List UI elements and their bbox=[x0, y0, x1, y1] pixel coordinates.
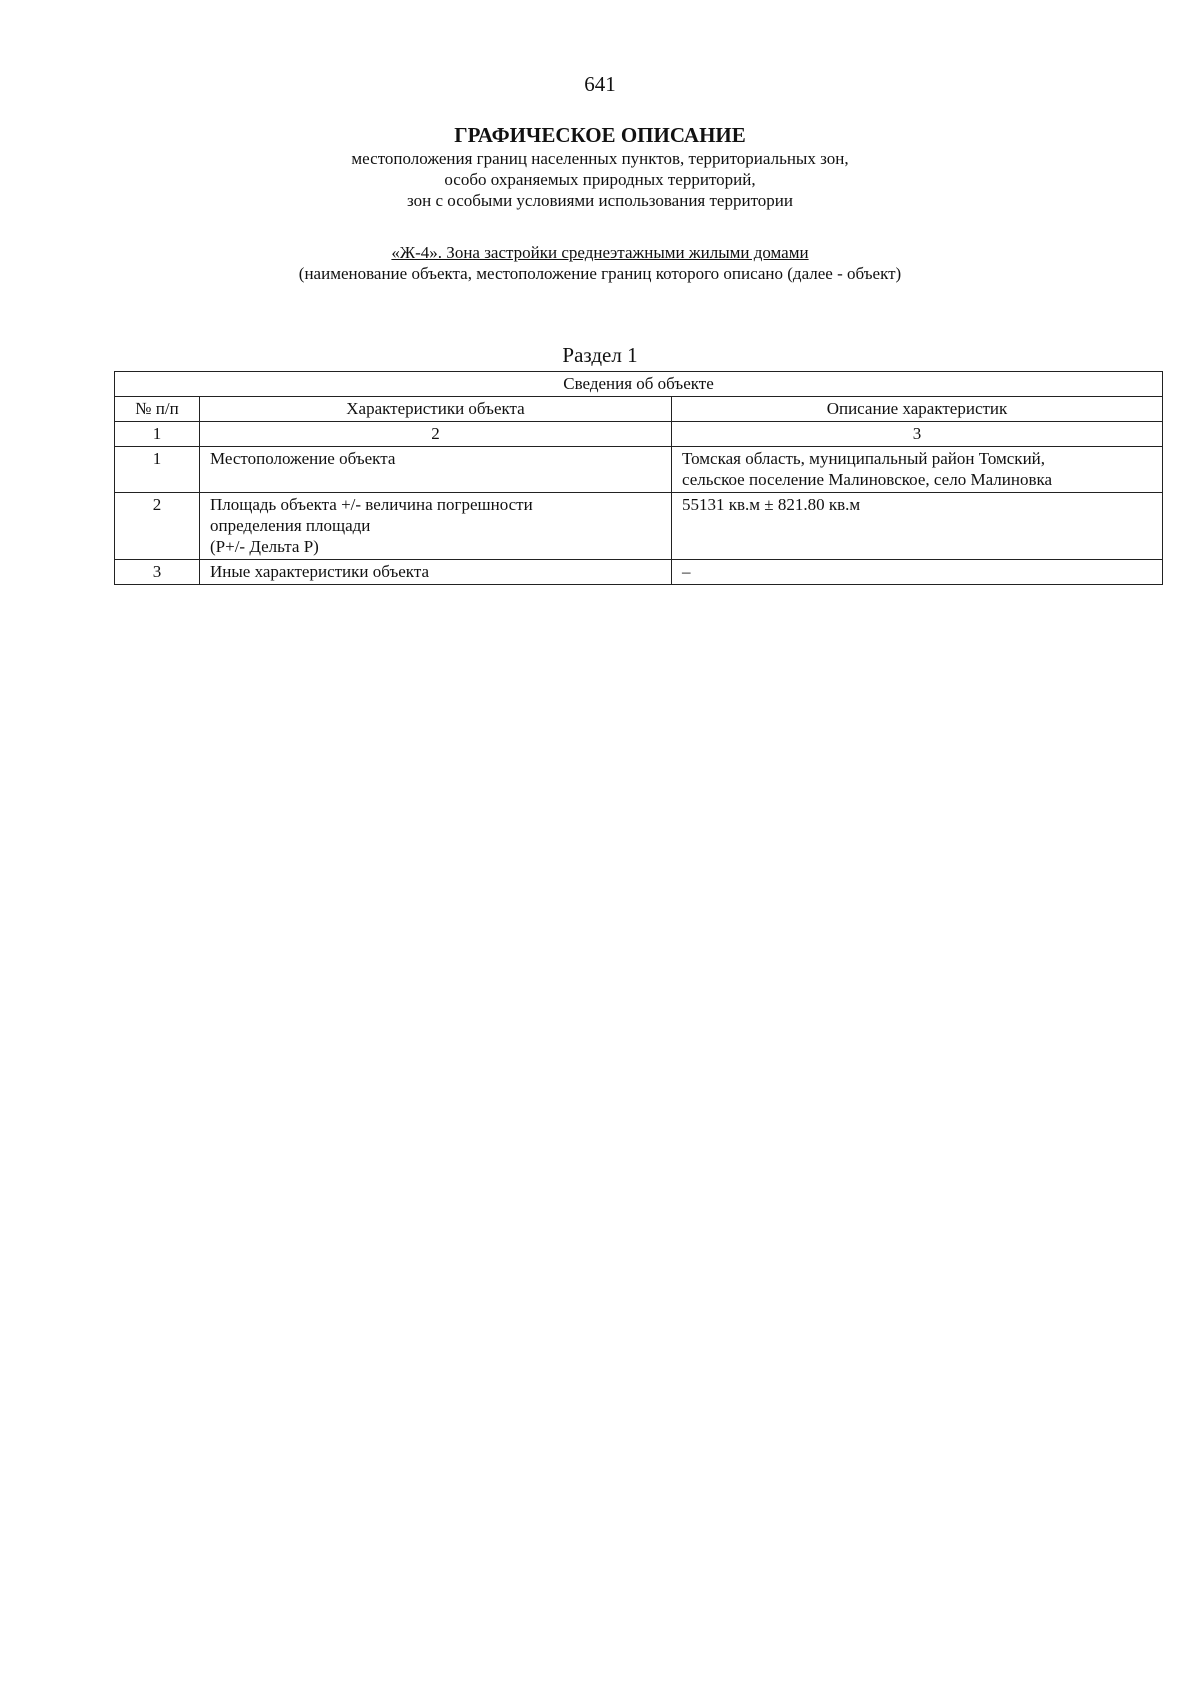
table-caption: Сведения об объекте bbox=[115, 372, 1163, 397]
object-caption: (наименование объекта, местоположение границ которого описано (далее - объект) bbox=[298, 264, 902, 283]
subtitle-line-1: местоположения границ населенных пунктов, территориальных зон, bbox=[351, 149, 849, 168]
row-num: 3 bbox=[115, 560, 200, 585]
page-number: 641 bbox=[584, 72, 616, 96]
table-row bbox=[115, 493, 1163, 560]
subtitle-line-3: зон с особыми условиями использования территории bbox=[407, 191, 793, 210]
row-description: 55131 кв.м ± 821.80 кв.м bbox=[672, 493, 1163, 560]
document-title: ГРАФИЧЕСКОЕ ОПИСАНИЕ bbox=[454, 123, 746, 147]
row-characteristic: Местоположение объекта bbox=[200, 447, 672, 493]
row-description: – bbox=[672, 560, 1163, 585]
table-row bbox=[115, 560, 1163, 585]
object-info-table bbox=[114, 371, 1163, 585]
column-number-1: 1 bbox=[115, 422, 200, 447]
object-block bbox=[0, 242, 1200, 284]
document-header bbox=[0, 122, 1200, 211]
row-characteristic: Площадь объекта +/- величина погрешности определения площади (Р+/- Дельта Р) bbox=[200, 493, 672, 560]
column-number-row bbox=[115, 422, 1163, 447]
row-characteristic: Иные характеристики объекта bbox=[200, 560, 672, 585]
row-description: Томская область, муниципальный район Томский, сельское поселение Малиновское, село Малиновка bbox=[672, 447, 1163, 493]
header-description: Описание характеристик bbox=[672, 397, 1163, 422]
column-number-3: 3 bbox=[672, 422, 1163, 447]
row-num: 1 bbox=[115, 447, 200, 493]
header-num: № п/п bbox=[115, 397, 200, 422]
column-number-2: 2 bbox=[200, 422, 672, 447]
table-row bbox=[115, 447, 1163, 493]
section-title: Раздел 1 bbox=[562, 343, 638, 367]
row-num: 2 bbox=[115, 493, 200, 560]
object-name: «Ж-4». Зона застройки среднеэтажными жилыми домами bbox=[391, 243, 809, 262]
table-caption-row bbox=[115, 372, 1163, 397]
table-header-row bbox=[115, 397, 1163, 422]
header-characteristic: Характеристики объекта bbox=[200, 397, 672, 422]
subtitle-line-2: особо охраняемых природных территорий, bbox=[444, 170, 756, 189]
